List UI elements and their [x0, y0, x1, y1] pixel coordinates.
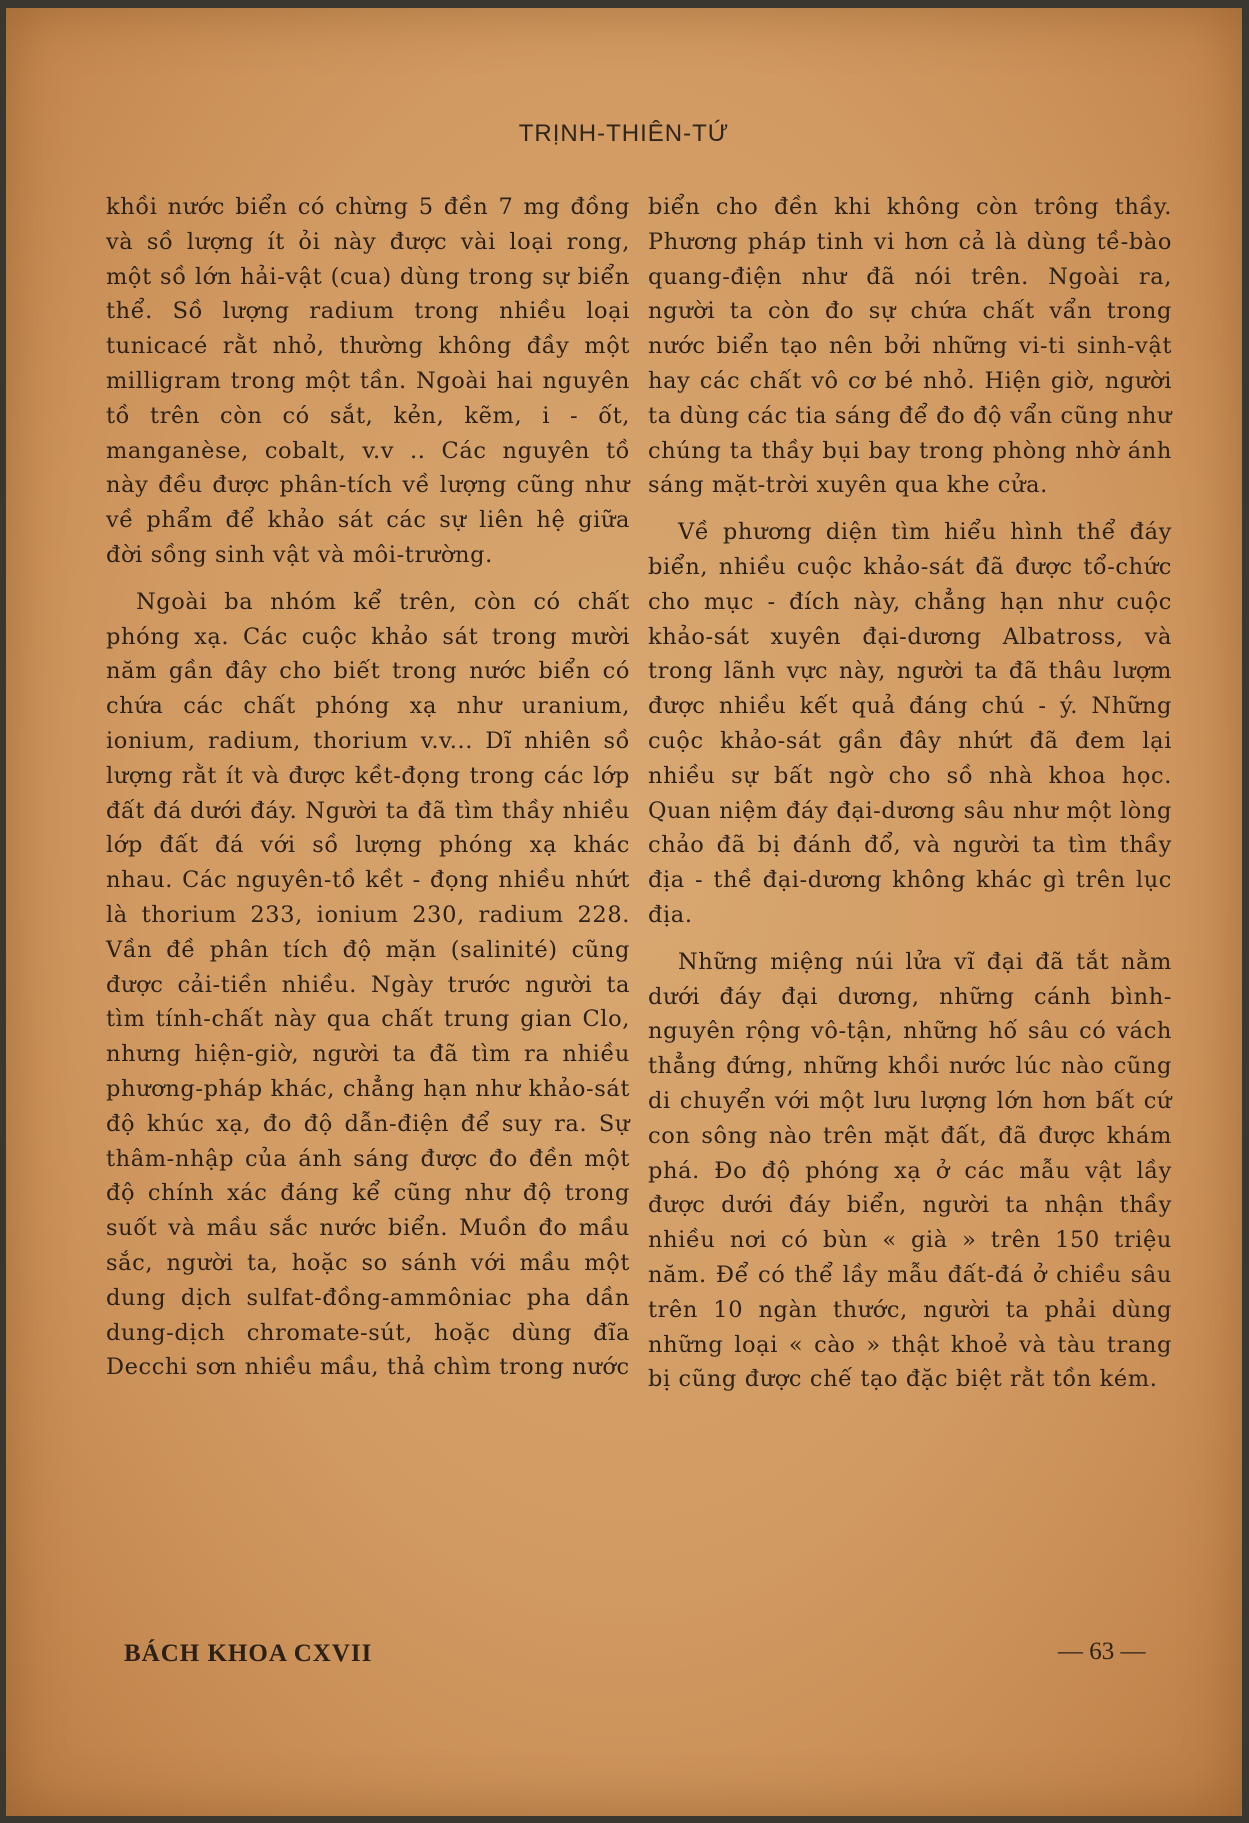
- book-page: [6, 8, 1242, 1816]
- paragraph: biển cho đền khi không còn trông thầy. Phương pháp tinh vi hơn cả là dùng tề-bào quang-điện như đã nói trên. Ngoài ra, người ta còn đo sự chứa chất vẩn trong nước biển tạo nên bởi những vi-ti sinh-vật hay các chất vô cơ bé nhỏ. Hiện giờ, người ta dùng các tia sáng để đo độ vẩn cũng như chúng ta thầy bụi bay trong phòng nhờ ánh sáng mặt-trời xuyên qua khe cửa.: [648, 194, 1172, 499]
- paragraph: Những miệng núi lửa vĩ đại đã tắt nằm dưới đáy đại dương, những cánh bình-nguyên rộng vô-tận, những hố sâu có vách thẳng đứng, những khồi nước lúc nào cũng di chuyển với một lưu lượng lớn hơn bất cứ con sông nào trên mặt đất, đã được khám phá. Đo độ phóng xạ ở các mẫu vật lầy được dưới đáy biển, người ta nhận thầy nhiều nơi có bùn « già » trên 150 triệu năm. Để có thể lầy mẫu đất-đá ở chiều sâu trên 10 ngàn thước, người ta phải dùng những loại « cào » thật khoẻ và tàu trang bị cũng được chế tạo đặc biệt rằt tồn kém.: [648, 948, 1172, 1393]
- paragraph: Về phương diện tìm hiểu hình thể đáy biển, nhiều cuộc khảo-sát đã được tổ-chức cho mục - đích này, chẳng hạn như cuộc khảo-sát xuyên đại-dương Albatross, và trong lãnh vực này, người ta đã thâu lượm được nhiều kết quả đáng chú - ý. Những cuộc khảo-sát gần đây nhứt đã đem lại nhiều sự bất ngờ cho sồ nhà khoa học. Quan niệm đáy đại-dương sâu như một lòng chảo đã bị đánh đổ, và người ta tìm thầy địa - thề đại-dương không khác gì trên lục địa.: [648, 519, 1172, 928]
- left-column: [106, 190, 630, 1397]
- publication-title: BÁCH KHOA CXVII: [124, 1640, 373, 1667]
- right-column: [648, 190, 1172, 1409]
- running-header: TRỊNH-THIÊN-TỨ: [518, 120, 730, 147]
- paragraph: khồi nước biển có chừng 5 đền 7 mg đồng và sồ lượng ít ỏi này được vài loại rong, một sồ lớn hải-vật (cua) dùng trong sự biển thể. Sồ lượng radium trong nhiều loại tunicacé rằt nhỏ, thường không đầy một milligram trong một tần. Ngoài hai nguyên tồ trên còn có sắt, kẻn, kẽm, i - ốt, manganèse, cobalt, v.v .. Các nguyên tồ này đều được phân-tích về lượng cũng như về phẩm để khảo sát các sự liên hệ giữa đời sồng sinh vật và môi-trường.: [106, 194, 630, 568]
- page-number: — 63 —: [1058, 1638, 1146, 1665]
- paragraph: Ngoài ba nhóm kể trên, còn có chất phóng xạ. Các cuộc khảo sát trong mười năm gần đây cho biết trong nước biển có chứa các chất phóng xạ như uranium, ionium, radium, thorium v.v... Dĩ nhiên sồ lượng rằt ít và được kềt-đọng trong các lớp đất đá dưới đáy. Người ta đã tìm thầy nhiều lớp đất đá với sồ lượng phóng xạ khác nhau. Các nguyên-tồ kềt - đọng nhiều nhứt là thorium 233, ionium 230, radium 228. Vần đề phân tích độ mặn (salinité) cũng được cải-tiền nhiều. Ngày trước người ta tìm tính-chất này qua chất trung gian Clo, nhưng hiện-giờ, người ta đã tìm ra nhiều phương-pháp khác, chẳng hạn như khảo-sát độ khúc xạ, đo độ dẫn-điện để suy ra. Sự thâm-nhập của ánh sáng được đo đền một độ chính xác đáng kể cũng như độ trong suốt và mầu sắc nước biển. Muồn đo mầu sắc, người ta, hoặc so sánh với mầu một dung dịch sulfat-đồng-ammôniac pha dần dung-dịch chromate-sút, hoặc dùng đĩa Decchi sơn nhiều mầu, thả chìm trong nước: [106, 588, 630, 1381]
